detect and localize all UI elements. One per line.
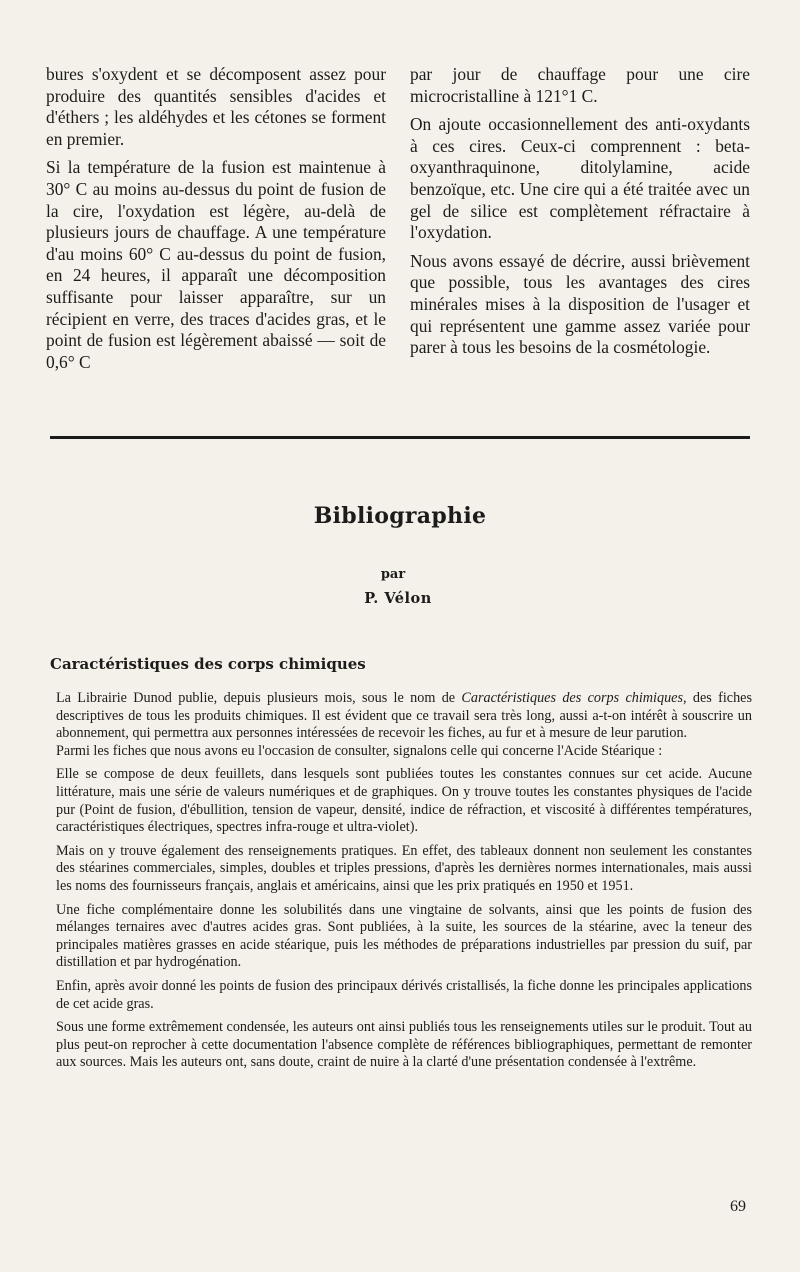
body-paragraph-3: Mais on y trouve également des renseignements pratiques. En effet, des tableaux donnent non seulement les constantes des stéarines commerciales, simples, doubles et triples pressions, d'après les dernières normes internationales, mais aussi les noms des fournisseurs français, anglais et américains, ainsi que les prix pratiqués en 1950 et 1951. (56, 842, 752, 894)
author-name: P. Vélon (364, 590, 432, 607)
section-title: Bibliographie (313, 503, 487, 529)
right-paragraph-3: Nous avons essayé de décrire, aussi brièvement que possible, tous les avantages des cires minérales mises à la disposition de l'usager et qui représentent une gamme assez variée pour parer à tous les besoins de la cosmétologie. (410, 250, 750, 358)
body-paragraph-4: Une fiche complémentaire donne les solubilités dans une vingtaine de solvants, ainsi que les points de fusion des mélanges ternaires avec d'autres acides gras. Sont publiées, à la suite, les sources de la stéarine, avec la teneur des principales matières grasses en acide stéarique, puis les méthodes de préparations industrielles par pression du suif, par distillation et par hydrogénation. (56, 901, 752, 971)
right-paragraph-1: par jour de chauffage pour une cire microcristalline à 121°1 C. (410, 64, 750, 106)
body-paragraph-6: Sous une forme extrêmement condensée, les auteurs ont ainsi publiés tous les renseignements utiles sur le produit. Tout au plus peut-on reprocher à cette documentation l'absence complète de références bibliographiques, permettant de remonter aux sources. Mais les auteurs ont, sans doute, craint de nuire à la clarté d'une présentation condensée à l'extrême. (56, 1019, 752, 1071)
subsection-title: Caractéristiques des corps chimiques (50, 655, 366, 673)
review-body (56, 690, 752, 1078)
right-column (410, 64, 750, 366)
left-paragraph-2: Si la température de la fusion est maintenue à 30° C au moins au-dessus du point de fusion de la cire, l'oxydation est légère, au-delà de plusieurs jours de chauffage. A une température d'au moins 60° C au-dessus du point de fusion, en 24 heures, il apparaît une décomposition suffisante pour laisser apparaître, sur un récipient en verre, des traces d'acides gras, et le point de fusion est légèrement abaissé — soit de 0,6° C (46, 157, 386, 372)
section-divider (50, 436, 750, 439)
body-paragraph-5: Enfin, après avoir donné les points de fusion des principaux dérivés cristallisés, la fiche donne les principales applications de cet acide gras. (56, 977, 752, 1012)
intro-paragraph (56, 690, 752, 743)
intro-italic-title: Caractéristiques des corps chimiques, (461, 690, 687, 706)
right-paragraph-2: On ajoute occasionnellement des anti-oxydants à ces cires. Ceux-ci comprennent : beta-oxyanthraquinone, ditolylamine, acide benzoïque, etc. Une cire qui a été traitée avec un gel de silice est complètement réfractaire à l'oxydation. (410, 114, 750, 243)
left-paragraph-1: bures s'oxydent et se décomposent assez pour produire des quantités sensibles d'acides et d'éthers ; les aldéhydes et les cétones se forment en premier. (46, 64, 386, 149)
intro-after: des fiches descriptives de tous les produits chimiques. Il est évident que ce travail sera très long, aussi a-t-on intérêt à souscrire un abonnement, qui permettra aux personnes intéressées de recevoir les fiches, au fur et à mesure de leur parution. (56, 690, 752, 742)
body-paragraph-1: Parmi les fiches que nous avons eu l'occasion de consulter, signalons celle qui concerne l'Acide Stéarique : (56, 742, 663, 759)
body-paragraph-2: Elle se compose de deux feuillets, dans lesquels sont publiées toutes les constantes connues sur cet acide. Aucune littérature, mais une série de valeurs numériques et de graphiques. On y trouve toutes les constantes physiques de l'acide pur (Point de fusion, d'ébullition, tension de vapeur, densité, indice de réfraction, et viscosité à différentes températures, caractéristiques électriques, spectres infra-rouge et ultra-violet). (56, 766, 752, 836)
byline-par: par (380, 567, 406, 582)
intro-before: La Librairie Dunod publie, depuis plusieurs mois, sous le nom de (56, 690, 462, 706)
left-column (46, 64, 386, 380)
page-number: 69 (730, 1198, 746, 1215)
